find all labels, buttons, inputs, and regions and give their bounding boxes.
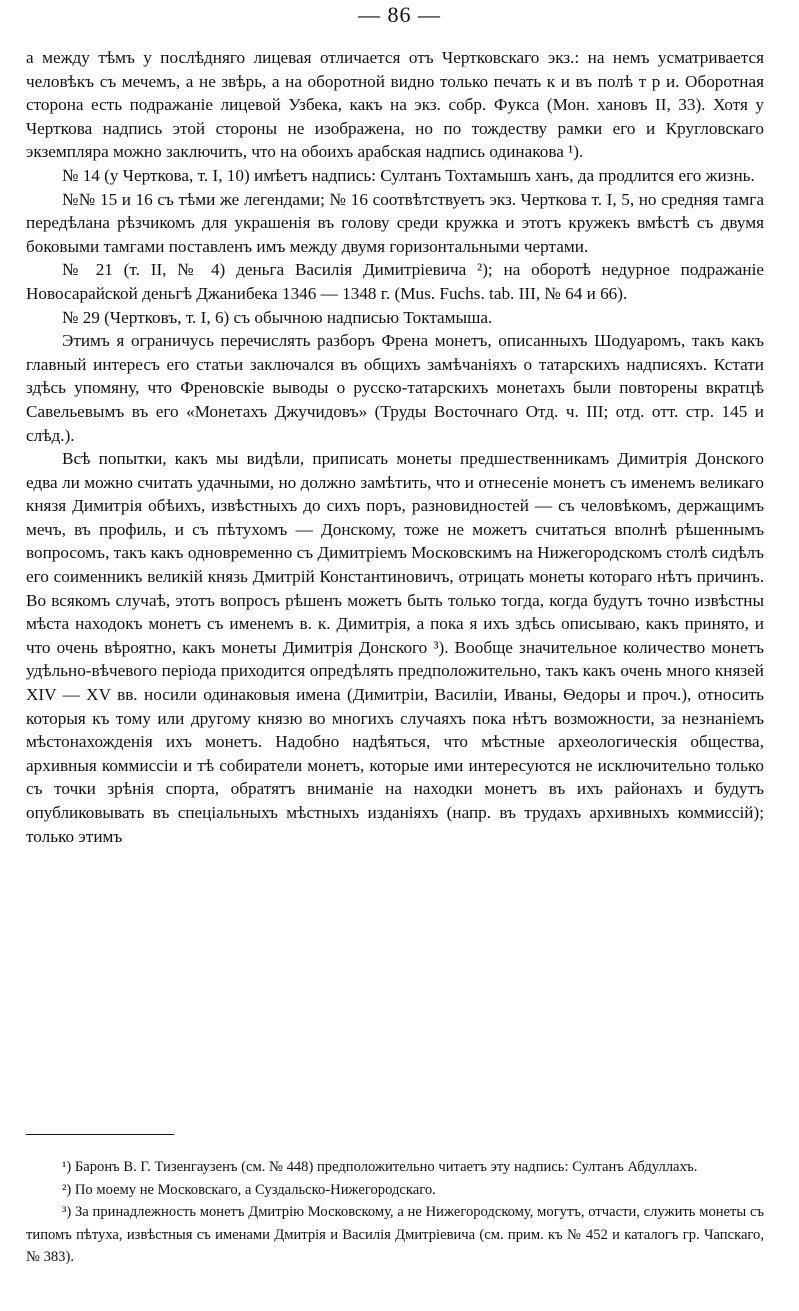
footnotes [26, 1156, 764, 1269]
paragraph-no-15-16: №№ 15 и 16 съ тѣми же легендами; № 16 соотвѣтствуетъ экз. Черткова т. I, 5, но средняя тамга передѣлана рѣзчикомъ для украшенія въ голову среди кружка и этотъ кружекъ вмѣстѣ съ двумя боковыми тамгами поставленъ имъ между двумя горизонтальными чертами. [26, 189, 764, 256]
paragraph-no-29: № 29 (Чертковъ, т. I, 6) съ обычною надписью Токтамыша. [62, 307, 493, 327]
page-number: — 86 — [358, 2, 441, 27]
paragraph-no-14: № 14 (у Черткова, т. I, 10) имѣетъ надпись: Султанъ Тохтамышъ ханъ, да продлится его жизнь. [62, 165, 755, 185]
paragraph-fraehn-summary: Этимъ я ограничусь перечислять разборъ Френа монетъ, описанныхъ Шодуаромъ, такъ какъ главный интересъ его статьи заключался въ общихъ замѣчаніяхъ о татарскихъ надписяхъ. Кстати здѣсь упомяну, что Френовскіе выводы о русско-татарскихъ монетахъ были повторены вкратцѣ Савельевымъ въ его «Монетахъ Джучидовъ» (Труды Восточнаго Отд. ч. III; отд. отт. стр. 145 и слѣд.). [26, 331, 764, 445]
footnote-2: ²) По моему не Московскаго, а Суздальско-Нижегородскаго. [62, 1181, 436, 1198]
paragraph-continuation: а между тѣмъ у послѣдняго лицевая отличается отъ Чертковскаго экз.: на немъ усматривается человѣкъ съ мечемъ, а не звѣрь, а на оборотной видно только печать к и въ полѣ т р и. Оборотная сторона есть подражаніе лицевой Узбека, какъ на экз. собр. Фукса (Мон. хановъ II, 33). Хотя у Черткова надпись этой стороны не изображена, но по тождеству рамки его и Кругловскаго экземпляра можно заключить, что на обоихъ арабская надпись одинакова ¹). [26, 48, 764, 162]
footnote-3: ³) За принадлежность монетъ Дмитрію Московскому, а не Нижегородскому, могутъ, отчасти, служить монеты съ типомъ пѣтуха, извѣстныя съ именами Дмитрія и Василія Дмитріевича (см. прим. къ № 452 и каталогъ гр. Чапскаго, № 383). [26, 1204, 764, 1265]
paragraph-no-21: № 21 (т. II, № 4) деньга Василія Димитріевича ²); на оборотѣ недурное подражаніе Новосарайской деньгѣ Джанибека 1346 — 1348 г. (Mus. Fuchs. tab. III, № 64 и 66). [26, 260, 764, 303]
footnote-1: ¹) Баронъ В. Г. Тизенгаузенъ (см. № 448) предположительно читаетъ эту надпись: Султанъ Абдуллахъ. [62, 1159, 698, 1175]
paragraph-attribution: Всѣ попытки, какъ мы видѣли, приписать монеты предшественникамъ Димитрія Донского едва ли можно считать удачными, но должно замѣтить, что и отнесеніе монетъ съ именемъ великаго князя Димитрія обѣихъ, извѣстныхъ до сихъ поръ, разновидностей — съ человѣкомъ, держащимъ мечъ, въ профиль, и съ пѣтухомъ — Донскому, тоже не можетъ считаться вполнѣ рѣшеннымъ вопросомъ, такъ какъ одновременно съ Димитріемъ Московскимъ на Нижегородскомъ столѣ сидѣлъ его соименникъ великій князь Дмитрій Константиновичъ, отрицать монеты котораго нѣтъ причинъ. Во всякомъ случаѣ, этотъ вопросъ рѣшенъ можетъ быть только тогда, когда будутъ точно извѣстны мѣста находокъ монетъ съ именемъ в. к. Димитрія, а пока я ихъ здѣсь описываю, какъ принято, и что очень вѣроятно, какъ монеты Димитрія Донского ³). Вообще значительное количество монетъ удѣльно-вѣчевого періода приходится опредѣлять предположительно, такъ какъ очень много князей XIV — XV вв. носили одинаковыя имена (Димитріи, Василіи, Иваны, Ѳедоры и проч.), относить которыя къ тому или другому князю во многихъ случаяхъ пока нѣтъ возможности, за незнаніемъ мѣстонахожденія ихъ монетъ. Надобно надѣяться, что мѣстные археологическія общества, архивныя коммиссіи и тѣ собиратели монетъ, которые ими интересуются не исключительно только съ точки зрѣнія спорта, обратятъ вниманіе на находки монетъ въ ихъ районахъ и будутъ опубликовывать въ спеціальныхъ мѣстныхъ изданіяхъ (напр. въ трудахъ архивныхъ коммиссій); только этимъ [26, 449, 764, 846]
footnote-divider [26, 1134, 174, 1135]
main-text [26, 46, 764, 848]
